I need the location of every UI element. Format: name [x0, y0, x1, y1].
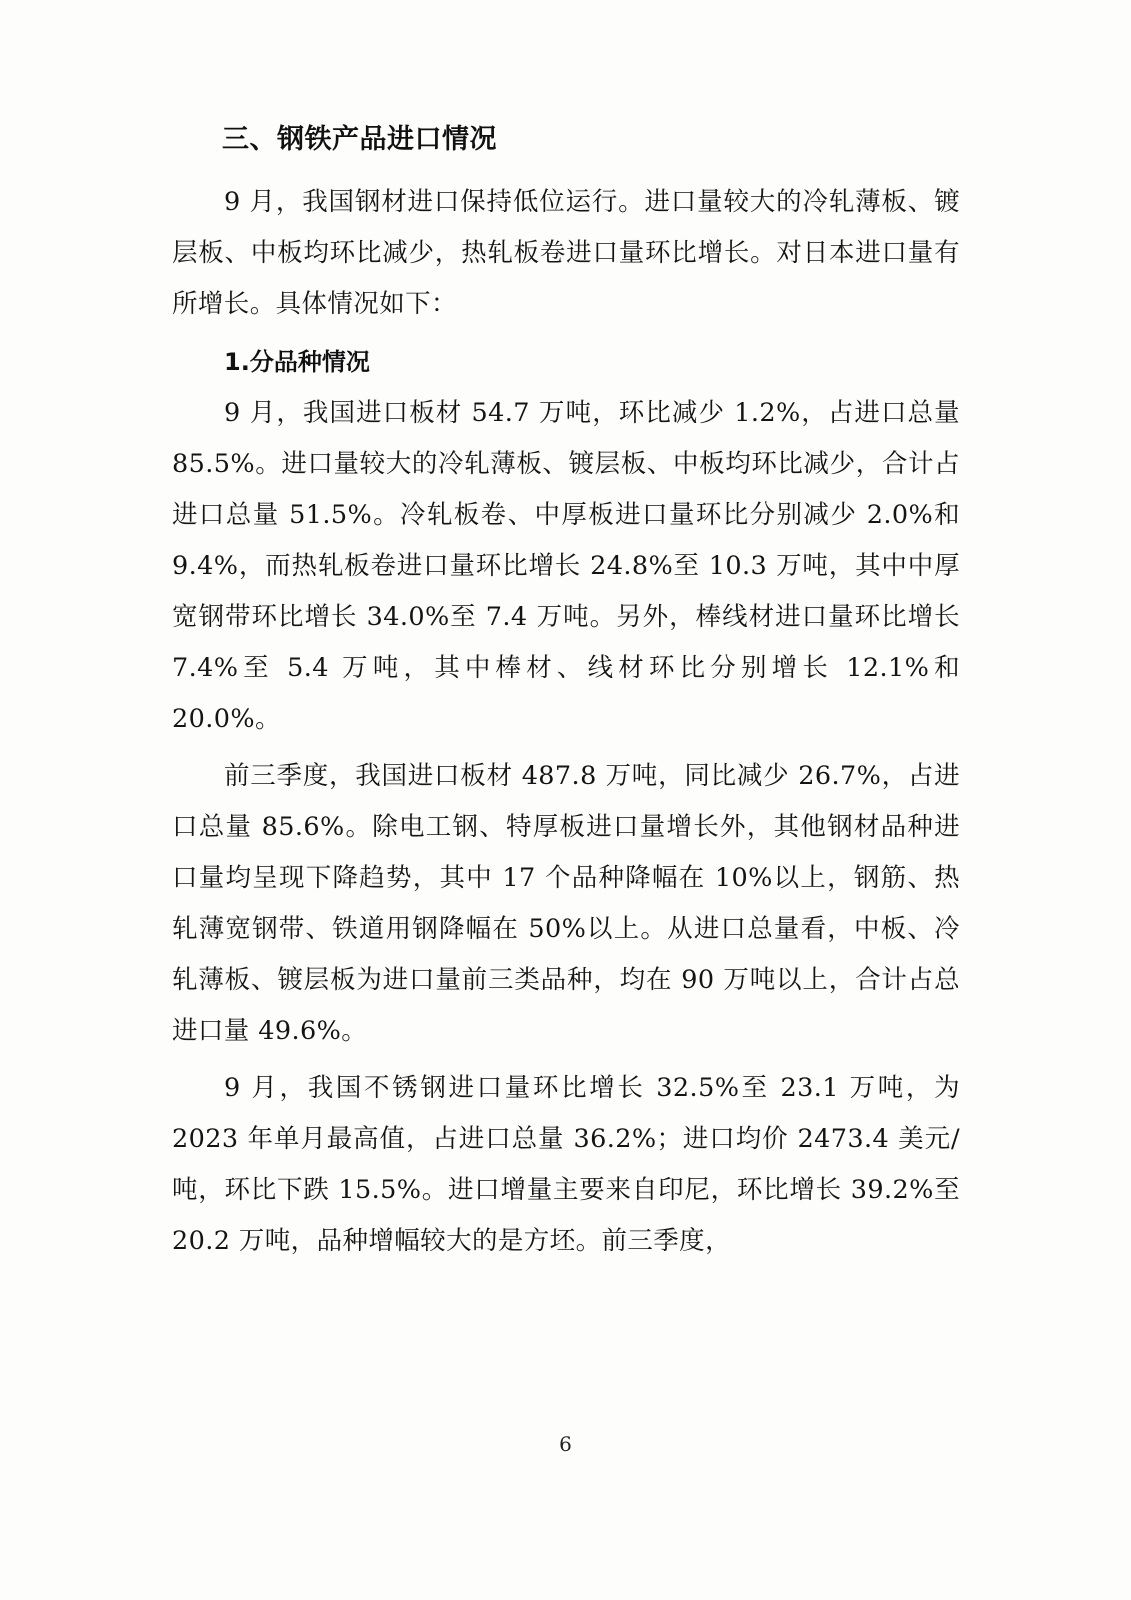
- intro-paragraph: 9 月，我国钢材进口保持低位运行。进口量较大的冷轧薄板、镀层板、中板均环比减少，热轧板卷进口量环比增长。对日本进口量有所增长。具体情况如下：: [172, 186, 960, 319]
- body-paragraph-3: 9 月，我国不锈钢进口量环比增长 32.5%至 23.1 万吨，为 2023 年单月最高值，占进口总量 36.2%；进口均价 2473.4 美元/吨，环比下跌 15.5%。进口增量主要来自印尼，环比增长 39.2%至 20.2 万吨，品种增幅较大的是方坯。前三季度，: [172, 1072, 960, 1256]
- body-paragraph-2: 前三季度，我国进口板材 487.8 万吨，同比减少 26.7%，占进口总量 85.6%。除电工钢、特厚板进口量增长外，其他钢材品种进口量均呈现下降趋势，其中 17 个品种降幅在 10%以上，钢筋、热轧薄宽钢带、铁道用钢降幅在 50%以上。从进口总量看，中板、冷轧薄板、镀层板为进口量前三类品种，均在 90 万吨以上，合计占总进口量 49.6%。: [172, 760, 960, 1046]
- body-paragraph-1: 9 月，我国进口板材 54.7 万吨，环比减少 1.2%，占进口总量 85.5%。进口量较大的冷轧薄板、镀层板、中板均环比减少，合计占进口总量 51.5%。冷轧板卷、中厚板进口量环比分别减少 2.0%和 9.4%，而热轧板卷进口量环比增长 24.8%至 10.3 万吨，其中中厚宽钢带环比增长 34.0%至 7.4 万吨。另外，棒线材进口量环比增长 7.4%至 5.4 万吨，其中棒材、线材环比分别增长 12.1%和 20.0%。: [172, 397, 960, 734]
- page-number: 6: [559, 1432, 572, 1456]
- subsection-heading: 1.分品种情况: [224, 347, 370, 376]
- page-content: [172, 120, 960, 1273]
- section-heading: 三、钢铁产品进口情况: [222, 124, 497, 155]
